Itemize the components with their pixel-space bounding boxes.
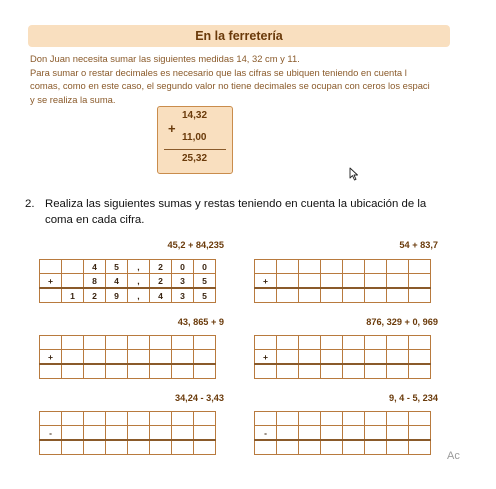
example-sum-box	[157, 106, 233, 174]
grid-cell[interactable]	[365, 260, 387, 274]
grid-cell[interactable]: 2	[84, 288, 106, 303]
grid-cell[interactable]	[365, 412, 387, 426]
activation-watermark: Ac	[447, 450, 460, 462]
grid-cell[interactable]	[365, 288, 387, 303]
grid-cell[interactable]	[409, 412, 431, 426]
answer-grid[interactable]	[254, 259, 431, 303]
grid-cell[interactable]	[255, 412, 277, 426]
grid-cell[interactable]	[40, 336, 62, 350]
grid-cell[interactable]	[409, 350, 431, 365]
grid-cell[interactable]	[299, 288, 321, 303]
grid-cell[interactable]: -	[40, 426, 62, 441]
example-addend-2: 11,00	[182, 132, 207, 143]
grid-cell[interactable]	[321, 350, 343, 365]
grid-cell[interactable]: 3	[172, 274, 194, 289]
grid-cell[interactable]	[321, 288, 343, 303]
grid-cell[interactable]	[409, 364, 431, 379]
grid-cell[interactable]	[343, 440, 365, 455]
grid-cell[interactable]	[172, 426, 194, 441]
grid-cell[interactable]: +	[40, 350, 62, 365]
answer-grid[interactable]	[39, 411, 216, 455]
grid-cell[interactable]	[194, 364, 216, 379]
grid-cell[interactable]: +	[255, 274, 277, 289]
answer-grid[interactable]	[254, 335, 431, 379]
grid-cell[interactable]	[62, 412, 84, 426]
grid-cell[interactable]	[62, 260, 84, 274]
grid-cell[interactable]	[194, 426, 216, 441]
intro-line: comas, como en este caso, el segundo valor no tiene decimales se ocupan con ceros los espaci	[30, 80, 430, 91]
grid-cell[interactable]	[277, 288, 299, 303]
grid-cell[interactable]	[299, 274, 321, 289]
grid-cell[interactable]	[62, 336, 84, 350]
grid-cell[interactable]	[321, 336, 343, 350]
grid-cell[interactable]	[84, 350, 106, 365]
grid-cell[interactable]	[387, 274, 409, 289]
grid-cell[interactable]: ,	[128, 274, 150, 289]
grid-cell[interactable]	[84, 336, 106, 350]
grid-cell[interactable]	[343, 364, 365, 379]
grid-cell[interactable]: 0	[172, 260, 194, 274]
grid-cell[interactable]	[40, 288, 62, 303]
grid-cell[interactable]	[255, 260, 277, 274]
intro-line: y se realiza la suma.	[30, 93, 116, 105]
grid-cell[interactable]	[365, 440, 387, 455]
grid-cell[interactable]: 2	[150, 274, 172, 289]
grid-cell[interactable]	[409, 274, 431, 289]
grid-cell[interactable]	[150, 426, 172, 441]
answer-grid[interactable]	[39, 335, 216, 379]
grid-cell[interactable]	[194, 350, 216, 365]
grid-cell[interactable]	[106, 426, 128, 441]
grid-cell[interactable]: 5	[194, 274, 216, 289]
grid-cell[interactable]	[343, 260, 365, 274]
example-addend-1: 14,32	[182, 110, 208, 121]
grid-cell[interactable]	[365, 274, 387, 289]
grid-cell[interactable]	[277, 274, 299, 289]
grid-cell[interactable]	[409, 260, 431, 274]
problem-label: 54 + 83,7	[399, 240, 438, 250]
grid-cell[interactable]	[84, 440, 106, 455]
grid-cell[interactable]: ,	[128, 260, 150, 274]
grid-cell[interactable]	[150, 350, 172, 365]
grid-cell[interactable]: -	[255, 426, 277, 441]
problem-label: 45,2 + 84,235	[167, 240, 224, 250]
grid-cell[interactable]	[172, 364, 194, 379]
grid-cell[interactable]: 3	[172, 288, 194, 303]
grid-cell[interactable]	[343, 412, 365, 426]
grid-cell[interactable]	[409, 440, 431, 455]
grid-cell[interactable]	[277, 426, 299, 441]
grid-cell[interactable]	[387, 260, 409, 274]
grid-cell[interactable]: 8	[84, 274, 106, 289]
grid-cell[interactable]	[387, 350, 409, 365]
grid-cell[interactable]	[128, 336, 150, 350]
grid-cell[interactable]: 5	[194, 288, 216, 303]
example-operator: +	[168, 121, 176, 136]
grid-cell[interactable]: 9	[106, 288, 128, 303]
section-title: En la ferretería	[28, 25, 450, 47]
grid-cell[interactable]	[150, 336, 172, 350]
grid-cell[interactable]	[62, 350, 84, 365]
grid-cell[interactable]	[62, 274, 84, 289]
grid-cell[interactable]	[387, 426, 409, 441]
grid-cell[interactable]	[106, 364, 128, 379]
grid-cell[interactable]	[40, 364, 62, 379]
grid-cell[interactable]	[172, 336, 194, 350]
grid-cell[interactable]	[387, 412, 409, 426]
grid-cell[interactable]: +	[40, 274, 62, 289]
grid-cell[interactable]	[106, 336, 128, 350]
grid-cell[interactable]	[106, 350, 128, 365]
grid-cell[interactable]	[299, 426, 321, 441]
problem-label: 43, 865 + 9	[177, 317, 224, 327]
grid-cell[interactable]	[387, 288, 409, 303]
grid-cell[interactable]	[62, 364, 84, 379]
answer-grid[interactable]	[39, 259, 216, 303]
grid-cell[interactable]	[40, 260, 62, 274]
grid-cell[interactable]	[343, 350, 365, 365]
grid-cell[interactable]	[321, 274, 343, 289]
intro-line: Don Juan necesita sumar las siguientes medidas 14, 32 cm y 11.	[30, 53, 300, 64]
grid-cell[interactable]	[387, 364, 409, 379]
grid-cell[interactable]	[409, 426, 431, 441]
grid-cell[interactable]	[194, 440, 216, 455]
grid-cell[interactable]: 4	[150, 288, 172, 303]
grid-cell[interactable]	[277, 364, 299, 379]
grid-cell[interactable]: 4	[106, 274, 128, 289]
grid-cell[interactable]	[128, 440, 150, 455]
grid-cell[interactable]	[172, 350, 194, 365]
grid-cell[interactable]	[62, 440, 84, 455]
grid-cell[interactable]	[277, 412, 299, 426]
intro-line: Para sumar o restar decimales es necesario que las cifras se ubiquen teniendo en cuenta l	[30, 66, 407, 78]
grid-cell[interactable]	[343, 274, 365, 289]
grid-cell[interactable]: +	[255, 350, 277, 365]
grid-cell[interactable]	[343, 288, 365, 303]
grid-cell[interactable]	[387, 336, 409, 350]
grid-cell[interactable]	[40, 412, 62, 426]
grid-cell[interactable]	[277, 336, 299, 350]
grid-cell[interactable]	[40, 440, 62, 455]
grid-cell[interactable]	[277, 260, 299, 274]
grid-cell[interactable]	[321, 426, 343, 441]
grid-cell[interactable]	[365, 336, 387, 350]
grid-cell[interactable]	[194, 412, 216, 426]
grid-cell[interactable]	[277, 350, 299, 365]
grid-cell[interactable]: ,	[128, 288, 150, 303]
grid-cell[interactable]	[299, 364, 321, 379]
grid-cell[interactable]	[194, 336, 216, 350]
exercise-text: Realiza las siguientes sumas y restas teniendo en cuenta la ubicación de la coma en cada cifra.	[45, 198, 427, 226]
grid-cell[interactable]	[299, 336, 321, 350]
grid-cell[interactable]	[62, 426, 84, 441]
grid-cell[interactable]	[255, 336, 277, 350]
grid-cell[interactable]	[321, 440, 343, 455]
grid-cell[interactable]	[128, 412, 150, 426]
grid-cell[interactable]	[255, 288, 277, 303]
grid-cell[interactable]	[299, 440, 321, 455]
grid-cell[interactable]	[84, 412, 106, 426]
grid-cell[interactable]	[106, 412, 128, 426]
grid-cell[interactable]	[84, 426, 106, 441]
grid-cell[interactable]	[84, 364, 106, 379]
grid-cell[interactable]	[255, 364, 277, 379]
grid-cell[interactable]	[343, 426, 365, 441]
grid-cell[interactable]	[365, 426, 387, 441]
grid-cell[interactable]	[172, 412, 194, 426]
problem-label: 876, 329 + 0, 969	[366, 317, 438, 327]
answer-grid[interactable]	[254, 411, 431, 455]
grid-cell[interactable]: 1	[62, 288, 84, 303]
grid-cell[interactable]	[299, 412, 321, 426]
grid-cell[interactable]	[299, 260, 321, 274]
grid-cell[interactable]	[128, 426, 150, 441]
grid-cell[interactable]	[277, 440, 299, 455]
grid-cell[interactable]	[321, 412, 343, 426]
grid-cell[interactable]: 4	[84, 260, 106, 274]
grid-cell[interactable]	[128, 364, 150, 379]
grid-cell[interactable]	[150, 364, 172, 379]
grid-cell[interactable]: 2	[150, 260, 172, 274]
grid-cell[interactable]	[321, 260, 343, 274]
mouse-pointer-icon	[349, 167, 359, 181]
grid-cell[interactable]	[409, 336, 431, 350]
grid-cell[interactable]	[321, 364, 343, 379]
grid-cell[interactable]	[409, 288, 431, 303]
grid-cell[interactable]	[172, 440, 194, 455]
grid-cell[interactable]	[365, 350, 387, 365]
grid-cell[interactable]	[255, 440, 277, 455]
grid-cell[interactable]	[343, 336, 365, 350]
grid-cell[interactable]	[150, 440, 172, 455]
exercise-number: 2.	[25, 198, 35, 210]
example-sum-line	[164, 149, 226, 150]
grid-cell[interactable]	[365, 364, 387, 379]
grid-cell[interactable]: 0	[194, 260, 216, 274]
example-result: 25,32	[182, 153, 208, 164]
grid-cell[interactable]: 5	[106, 260, 128, 274]
grid-cell[interactable]	[387, 440, 409, 455]
grid-cell[interactable]	[106, 440, 128, 455]
grid-cell[interactable]	[150, 412, 172, 426]
problem-label: 9, 4 - 5, 234	[388, 393, 438, 403]
grid-cell[interactable]	[128, 350, 150, 365]
problem-label: 34,24 - 3,43	[174, 393, 224, 403]
intro-text	[30, 52, 448, 106]
grid-cell[interactable]	[299, 350, 321, 365]
